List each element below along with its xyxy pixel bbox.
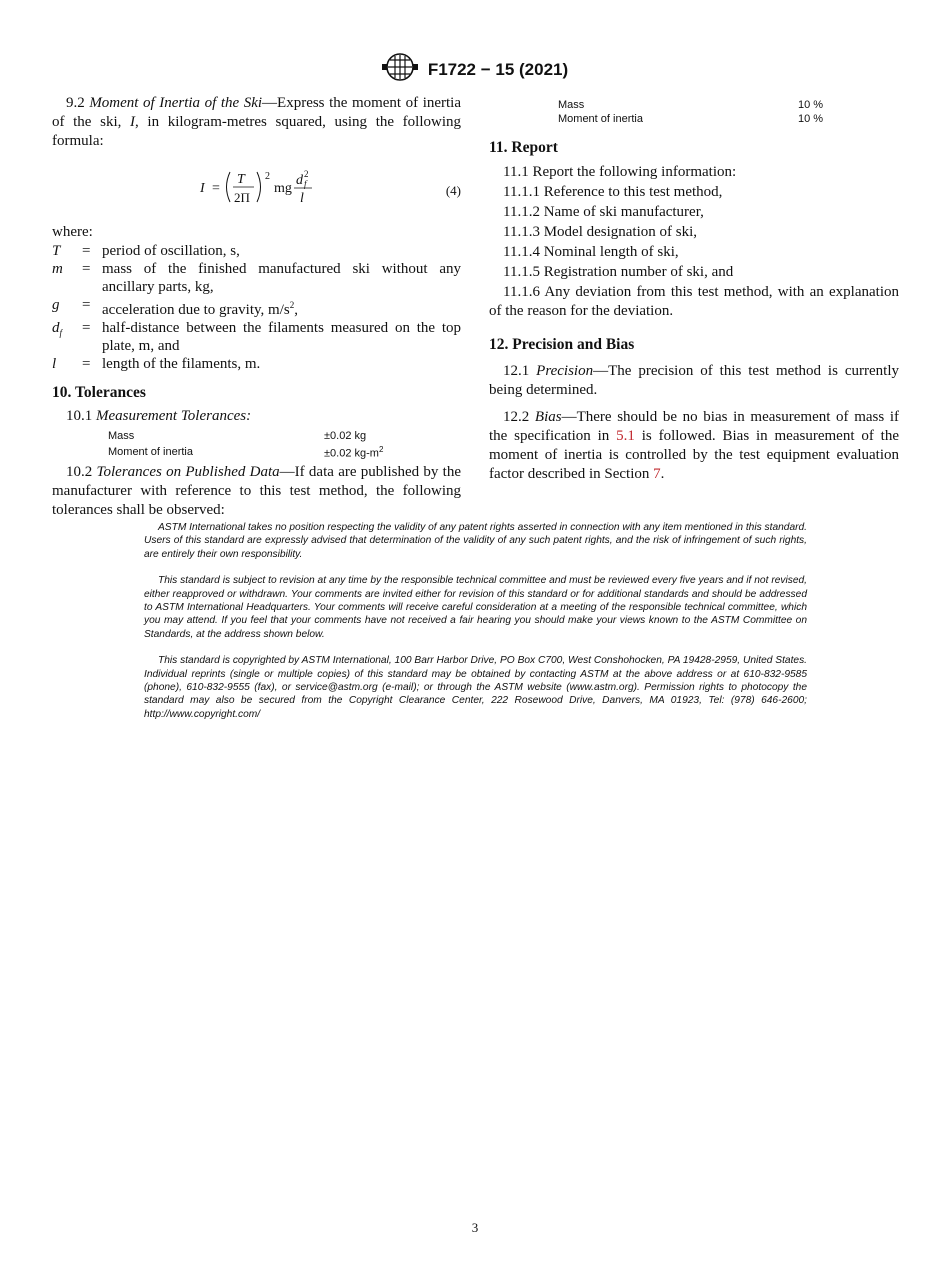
definition-row: m = mass of the finished manufactured ski without any ancillary parts, kg, [52, 261, 461, 295]
svg-text:f: f [304, 179, 307, 189]
formula-exponent: 2 [265, 171, 270, 182]
formula-l: l [300, 191, 304, 206]
section-10-heading: 10. Tolerances [52, 384, 146, 401]
section-10-1: 10.1 Measurement Tolerances: [66, 408, 252, 424]
formula-equals: = [212, 181, 220, 196]
list-item: 11.1.1 Reference to this test method, [503, 184, 723, 200]
table-row: Mass ±0.02 kg [108, 430, 367, 442]
document-designation: F1722 − 15 (2021) [427, 59, 569, 79]
list-item: 11.1.4 Nominal length of ski, [503, 244, 679, 260]
list-item: 11.1.2 Name of ski manufacturer, [503, 204, 704, 220]
section-5-1-link[interactable]: 5.1 [616, 428, 635, 444]
equation-number: (4) [445, 183, 461, 198]
revision-notice: This standard is subject to revision at any time by the responsible technical committee and must be reviewed every five years and if not revised, either reapproved or withdrawn. Your comments are invited either for revision of this standard or for additional standards and should be addressed to ASTM International Headquarters. Your comments will receive careful consideration at a meeting of the responsible technical committee, which you may attend. If you feel that your comments have not received a fair hearing you should make your views known to the ASTM Committee on Standards, at the address shown below. [144, 575, 807, 640]
copyright-notice: This standard is copyrighted by ASTM International, 100 Barr Harbor Drive, PO Box C700, West Conshohocken, PA 19428-2959, United States. Individual reprints (single or multiple copies) of this standard may be obtained by contacting ASTM at the above address or at 610-832-9585 (phone), 610-832-9555 (fax), or service@astm.org (e-mail); or through the ASTM website (www.astm.org). Permission rights to photocopy the standard may also be secured from the Copyright Clearance Center, 222 Rosewood Drive, Danvers, MA 01923, Tel: (978) 646-2600; http://www.copyright.com/ [144, 655, 807, 720]
list-item: 11.1.6 Any deviation from this test method, with an explanation of the reason for the deviation. [489, 284, 899, 319]
definition-row: T = period of oscillation, s, [52, 243, 240, 259]
patent-notice: ASTM International takes no position respecting the validity of any patent rights asserted in connection with any item mentioned in this standard. Users of this standard are expressly advised that determination of the validity of any such patent rights, and the risk of infringement of such rights, are entirely their own responsibility. [144, 522, 807, 560]
formula-lhs: I [200, 181, 205, 196]
section-7-link[interactable]: 7 [653, 466, 661, 482]
section-9-2-title: Moment of Inertia of the Ski [89, 95, 263, 111]
report-items [489, 163, 899, 321]
list-item: 11.1.3 Model designation of ski, [503, 224, 698, 240]
section-10-2: 10.2 Tolerances on Published Data—If data are published by the manufacturer with reference to this test method, the following tolerances shall be observed: [52, 463, 461, 518]
moment-of-inertia-formula [52, 155, 461, 217]
table-row: Moment of inertia ±0.02 $kg-m^2$ [108, 445, 384, 460]
list-item: 11.1.5 Registration number of ski, and [503, 264, 734, 280]
measurement-tolerance-table [108, 429, 408, 461]
section-9-2: 9.2 Moment of Inertia of the Ski—Express the moment of inertia of the ski, I, in kilogram-metres squared, using the following formula: [52, 95, 462, 149]
table-row: Mass 10 % [558, 99, 824, 111]
formula-T: T [237, 172, 245, 187]
astm-notices [144, 521, 807, 734]
left-column [52, 94, 461, 520]
formula-d: d [296, 173, 303, 188]
formula-mg: mg [274, 181, 292, 196]
section-12-2: 12.2 Bias—There should be no bias in measurement of mass if the specification in 5.1 is followed. Bias in measurement of the moment of inertia is controlled by the test equipment evaluation factor described in Section 7. [489, 409, 900, 482]
definition-row: $d_f$ = half-distance between the filaments measured on the top plate, m, and [52, 320, 461, 354]
list-item: 11.1 Report the following information: [503, 164, 737, 180]
definition-row: g = acceleration due to gravity, $m/s^2$, [52, 297, 298, 318]
section-12-1: 12.1 Precision—The precision of this test method is currently being determined. [489, 363, 899, 398]
svg-text:2: 2 [304, 169, 309, 179]
section-12-heading: 12. Precision and Bias [489, 336, 635, 353]
astm-logo-icon [382, 52, 418, 87]
definition-row: l = length of the filaments, m. [52, 356, 261, 372]
formula-2pi: 2Π [234, 190, 250, 205]
page-header [0, 52, 950, 87]
variable-definitions [52, 242, 461, 373]
published-tolerance-table [558, 98, 894, 126]
right-column [489, 94, 899, 484]
table-row: Moment of inertia 10 % [558, 113, 824, 125]
section-11-heading: 11. Report [489, 139, 558, 156]
where-label: where: [52, 224, 93, 240]
page-number: 3 [471, 1220, 479, 1235]
